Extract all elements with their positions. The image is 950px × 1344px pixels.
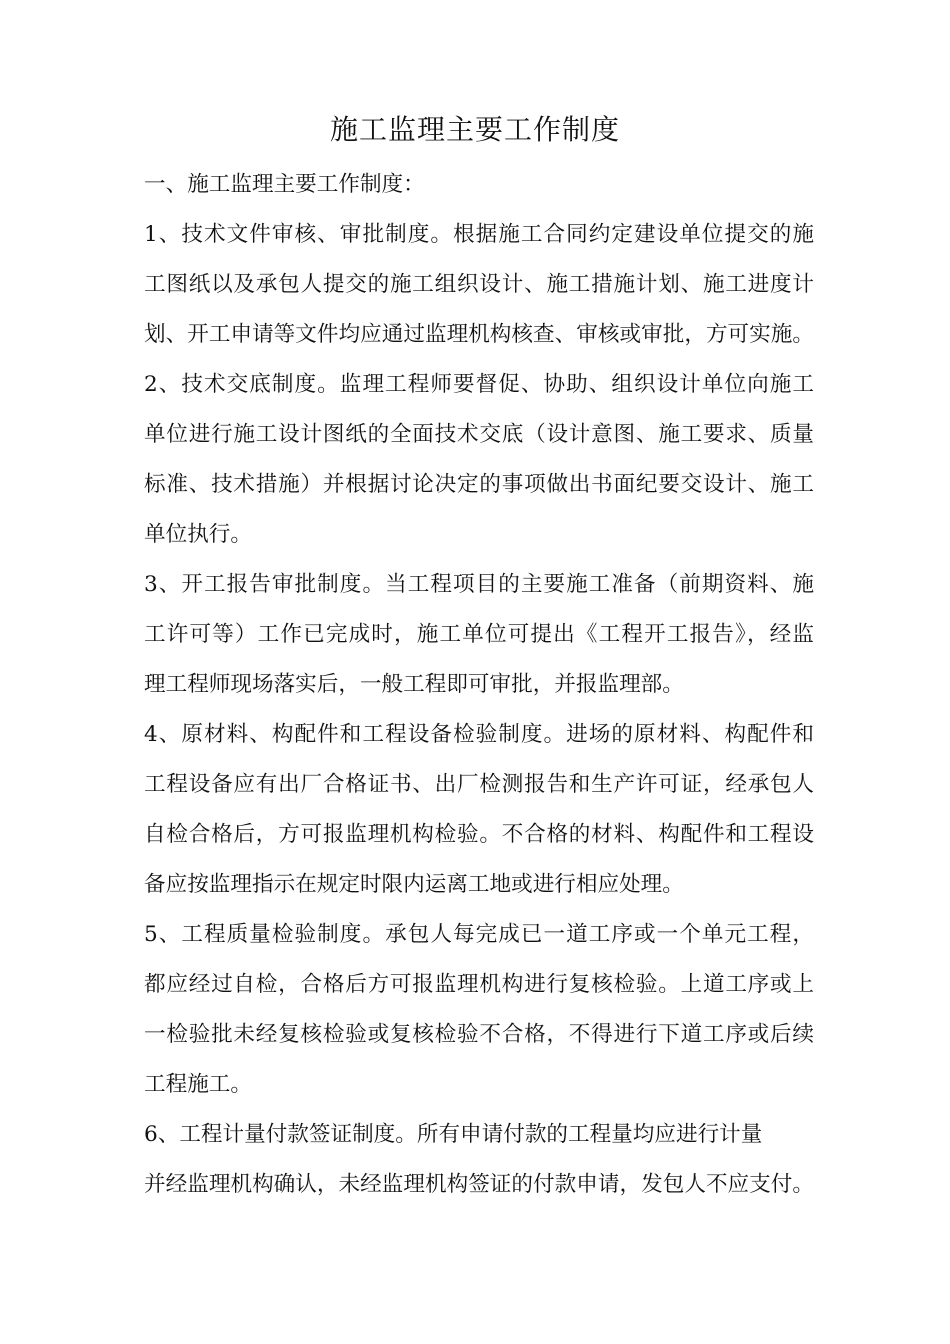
paragraph-line: 单位执行。: [144, 522, 252, 547]
paragraph-line: 工许可等）工作已完成时，施工单位可提出《工程开工报告》，经监: [144, 622, 814, 647]
paragraph-line: 6、工程计量付款签证制度。所有申请付款的工程量均应进行计量: [144, 1122, 763, 1147]
paragraph-line: 3、开工报告审批制度。当工程项目的主要施工准备（前期资料、施: [144, 572, 814, 597]
paragraph-line: 并经监理机构确认，未经监理机构签证的付款申请，发包人不应支付。: [144, 1172, 814, 1197]
paragraph-line: 备应按监理指示在规定时限内运离工地或进行相应处理。: [144, 872, 684, 897]
paragraph-line: 4、原材料、构配件和工程设备检验制度。进场的原材料、构配件和: [144, 722, 814, 747]
paragraph-line: 1、技术文件审核、审批制度。根据施工合同约定建设单位提交的施: [144, 222, 814, 247]
paragraph-line: 单位进行施工设计图纸的全面技术交底（设计意图、施工要求、质量: [144, 422, 814, 447]
paragraph-line: 5、工程质量检验制度。承包人每完成已一道工序或一个单元工程，: [144, 922, 814, 947]
document-body: [144, 160, 814, 1210]
document-title: 施工监理主要工作制度: [329, 113, 620, 146]
paragraph-line: 2、技术交底制度。监理工程师要督促、协助、组织设计单位向施工: [144, 372, 814, 397]
paragraph-line: 划、开工申请等文件均应通过监理机构核查、审核或审批，方可实施。: [144, 322, 814, 347]
paragraph-line: 一检验批未经复核检验或复核检验不合格，不得进行下道工序或后续: [144, 1022, 814, 1047]
paragraph-line: 工图纸以及承包人提交的施工组织设计、施工措施计划、施工进度计: [144, 272, 814, 297]
paragraph-line: 自检合格后，方可报监理机构检验。不合格的材料、构配件和工程设: [144, 822, 814, 847]
paragraph-line: 工程施工。: [144, 1072, 252, 1097]
paragraph-line: 都应经过自检，合格后方可报监理机构进行复核检验。上道工序或上: [144, 972, 814, 997]
paragraph-line: 理工程师现场落实后，一般工程即可审批，并报监理部。: [144, 672, 684, 697]
paragraph-line: 工程设备应有出厂合格证书、出厂检测报告和生产许可证，经承包人: [144, 772, 814, 797]
paragraph-line: 标准、技术措施）并根据讨论决定的事项做出书面纪要交设计、施工: [144, 472, 814, 497]
section-heading: 一、施工监理主要工作制度：: [144, 172, 425, 197]
